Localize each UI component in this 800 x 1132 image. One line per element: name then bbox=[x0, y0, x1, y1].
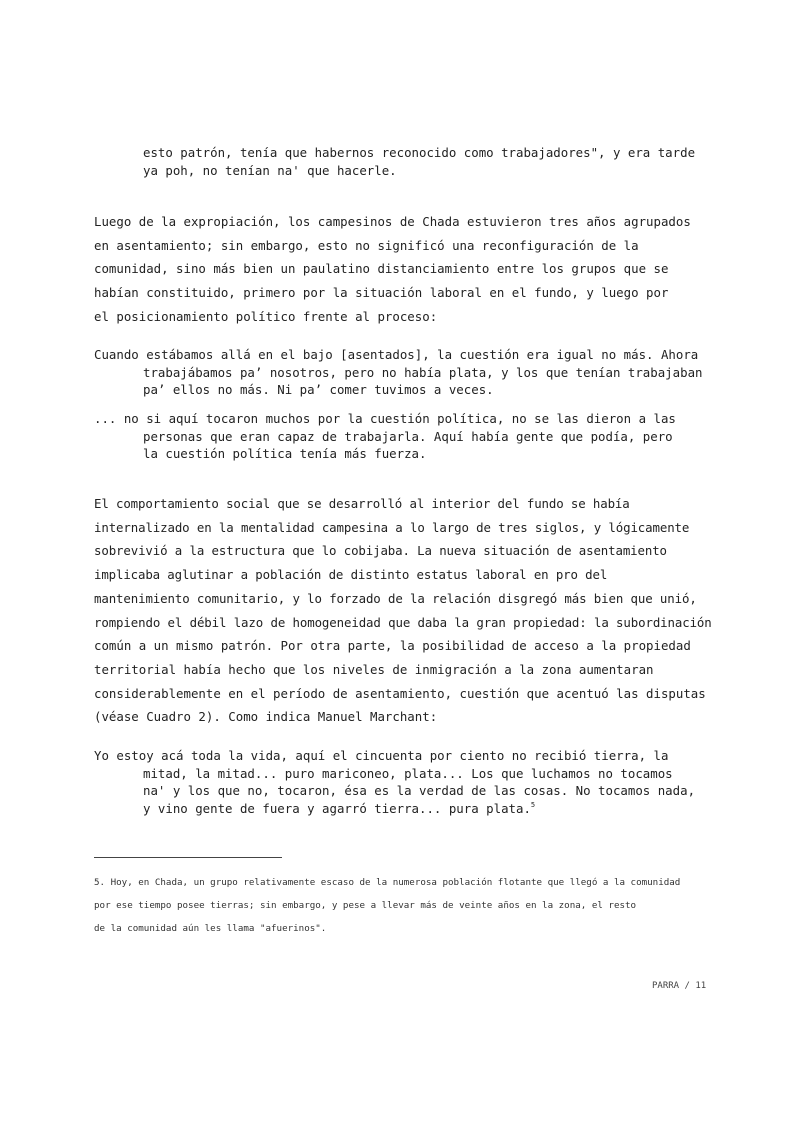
paragraph-line: considerablemente en el período de asentamiento, cuestión que acentuó las disputas bbox=[94, 685, 706, 701]
block-quote bbox=[94, 346, 703, 399]
quote-line-text: y vino gente de fuera y agarró tierra... pura plata. bbox=[143, 800, 531, 816]
paragraph-line: habían constituido, primero por la situación laboral en el fundo, y luego por bbox=[94, 285, 669, 301]
paragraph-line: internalizado en la mentalidad campesina a lo largo de tres siglos, y lógicamente bbox=[94, 519, 690, 535]
block-quote bbox=[94, 747, 695, 817]
quote-line: ... no si aquí tocaron muchos por la cuestión política, no se las dieron a las bbox=[94, 411, 676, 426]
quote-line: Cuando estábamos allá en el bajo [asentados], la cuestión era igual no más. Ahora bbox=[94, 347, 699, 362]
paragraph-line: sobrevivió a la estructura que lo cobijaba. La nueva situación de asentamiento bbox=[94, 543, 667, 559]
quote-line: trabajábamos pa’ nosotros, pero no había plata, y los que tenían trabajaban bbox=[143, 364, 703, 380]
block-quote bbox=[94, 410, 676, 463]
block-quote-continuation bbox=[94, 144, 695, 179]
quote-line-with-note bbox=[94, 800, 695, 818]
paragraph-line: el posicionamiento político frente al proceso: bbox=[94, 308, 438, 324]
paragraph-line: Luego de la expropiación, los campesinos de Chada estuvieron tres años agrupados bbox=[94, 214, 691, 229]
footnote-line: 5. Hoy, en Chada, un grupo relativamente escaso de la numerosa población flotante que llegó a la comunidad bbox=[94, 877, 681, 888]
quote-line: personas que eran capaz de trabajarla. Aquí había gente que podía, pero bbox=[143, 428, 673, 444]
quote-line: ya poh, no tenían na' que hacerle. bbox=[143, 162, 397, 178]
footnote-line: de la comunidad aún les llama "afuerinos". bbox=[94, 922, 327, 934]
paragraph-line: implicaba aglutinar a población de distinto estatus laboral en pro del bbox=[94, 567, 608, 583]
paragraph-line: mantenimiento comunitario, y lo forzado de la relación disgregó más bien que unió, bbox=[94, 590, 697, 606]
quote-line: mitad, la mitad... puro mariconeo, plata... Los que luchamos no tocamos bbox=[143, 765, 673, 781]
footnote bbox=[94, 872, 680, 940]
paragraph-line: rompiendo el débil lazo de homogeneidad que daba la gran propiedad: la subordinación bbox=[94, 614, 712, 630]
quote-line: la cuestión política tenía más fuerza. bbox=[143, 446, 427, 462]
paragraph-line: comunidad, sino más bien un paulatino distanciamiento entre los grupos que se bbox=[94, 261, 669, 277]
paragraph-line: en asentamiento; sin embargo, esto no significó una reconfiguración de la bbox=[94, 237, 639, 253]
paragraph bbox=[94, 492, 712, 729]
paragraph bbox=[94, 210, 691, 329]
page-folio: PARRA / 11 bbox=[652, 981, 707, 991]
paragraph-line: territorial había hecho que los niveles de inmigración a la zona aumentaran bbox=[94, 661, 654, 677]
paragraph-line: (véase Cuadro 2). Como indica Manuel Marchant: bbox=[94, 709, 438, 725]
footnote-reference[interactable]: 5 bbox=[530, 800, 536, 809]
paragraph-line: El comportamiento social que se desarrolló al interior del fundo se había bbox=[94, 496, 630, 511]
footnote-divider bbox=[94, 857, 282, 858]
quote-line: na' y los que no, tocaron, ésa es la verdad de las cosas. No tocamos nada, bbox=[143, 783, 696, 799]
quote-line: esto patrón, tenía que habernos reconocido como trabajadores", y era tarde bbox=[143, 145, 696, 160]
quote-line: Yo estoy acá toda la vida, aquí el cincuenta por ciento no recibió tierra, la bbox=[94, 748, 669, 763]
quote-line: pa’ ellos no más. Ni pa’ comer tuvimos a veces. bbox=[143, 382, 494, 398]
footnote-line: por ese tiempo posee tierras; sin embargo, y pese a llevar más de veinte años en la zona, el resto bbox=[94, 899, 637, 911]
paragraph-line: común a un mismo patrón. Por otra parte, la posibilidad de acceso a la propiedad bbox=[94, 638, 691, 654]
